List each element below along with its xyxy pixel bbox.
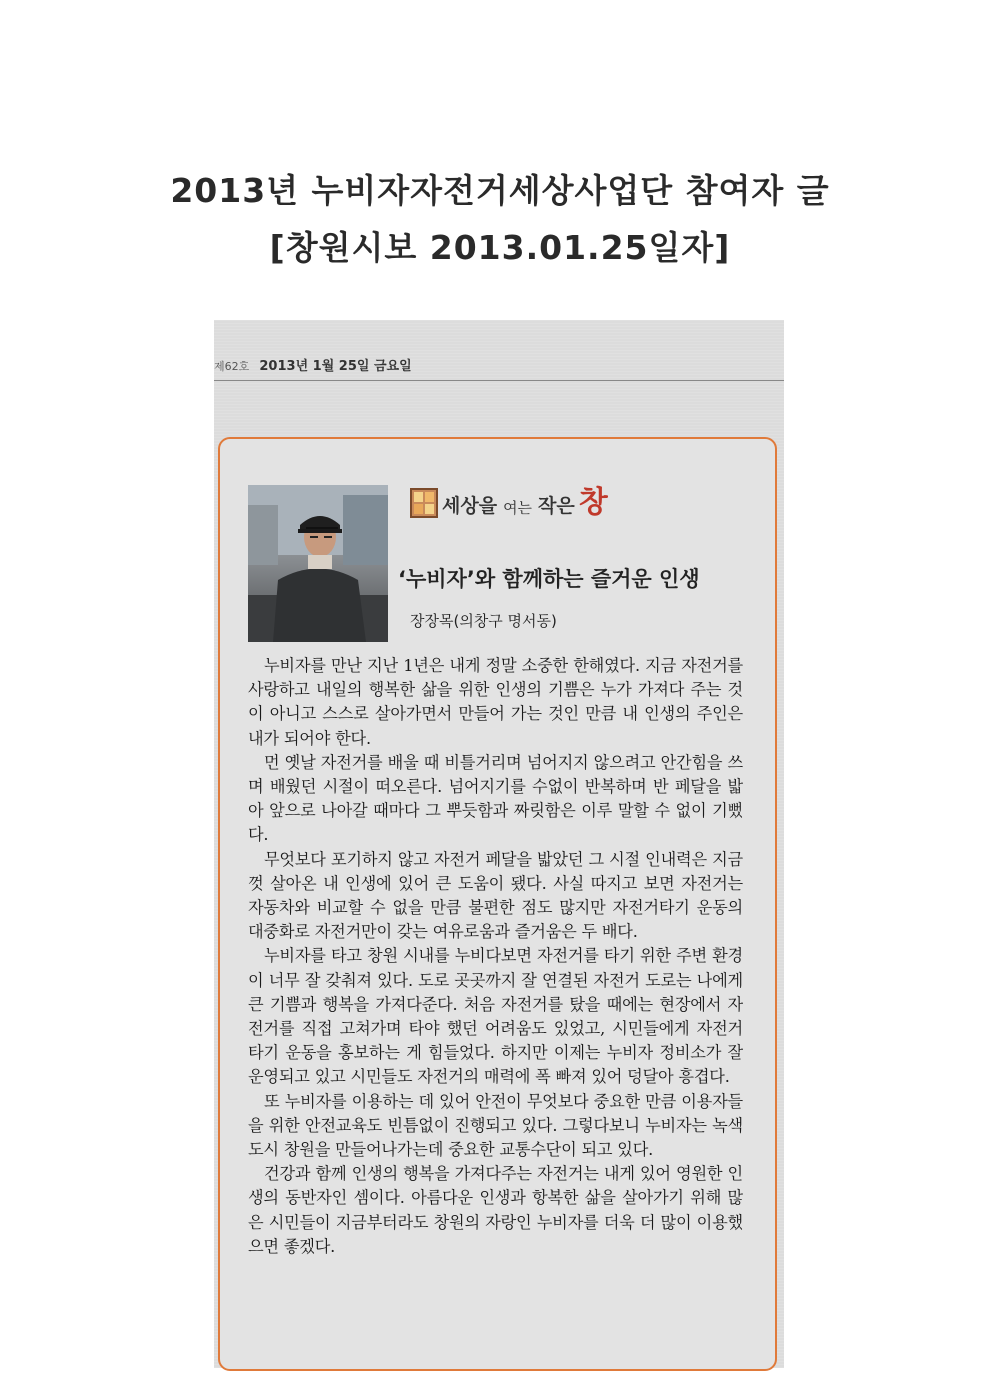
paragraph: 또 누비자를 이용하는 데 있어 안전이 무엇보다 중요한 만큼 이용자들을 위한 안전교육도 빈틈없이 진행되고 있다. 그렇다보니 누비자는 녹색도시 창원을 만들어나가는데 중요한 교통수단이 되고 있다. [248,1091,743,1160]
issue-number: 제62호 [214,360,250,373]
masthead-divider [214,380,784,381]
column-series-title [410,478,608,518]
series-word-4: 창 [578,485,608,520]
series-word-3: 작은 [538,495,575,517]
article-byline: 장장목(의창구 명서동) [410,612,557,630]
article-headline: ‘누비자’와 함께하는 즐거운 인생 [398,567,700,591]
page-title-line1: 2013년 누비자자전거세상사업단 참여자 글 [170,171,830,210]
paragraph: 누비자를 만난 지난 1년은 내게 정말 소중한 한해였다. 지금 자전거를 사랑하고 내일의 행복한 삶을 위한 인생의 기쁨은 누가 가져다 주는 것이 아니고 스스로 살아가면서 만들어 가는 것인 만큼 내 인생의 주인은 내가 되어야 한다. [248,656,743,748]
paragraph: 건강과 함께 인생의 행복을 가져다주는 자전거는 내게 있어 영원한 인생의 동반자인 셈이다. 아름다운 인생과 항복한 삶을 살아가기 위해 많은 시민들이 지금부터라도 창원의 자랑인 누비자를 더욱 더 많이 이용했으면 좋겠다. [248,1164,743,1256]
paragraph: 무엇보다 포기하지 않고 자전거 페달을 밟았던 그 시절 인내력은 지금껏 살아온 내 인생에 있어 큰 도움이 됐다. 사실 따지고 보면 자전거는 자동차와 비교할 수 없을 만큼 불편한 점도 많지만 자전거타기 운동의 대중화로 자전거만이 갖는 여유로움과 즐거움은 두 배다. [248,849,743,942]
article-body [248,654,743,1259]
paragraph: 먼 옛날 자전거를 배울 때 비틀거리며 넘어지지 않으려고 안간힘을 쓰며 배웠던 시절이 떠오른다. 넘어지기를 수없이 반복하며 반 페달을 밟아 앞으로 나아갈 때마다 그 뿌듯함과 짜릿함은 이루 말할 수 없이 기뻤다. [248,752,743,845]
series-word-1: 세상을 [442,495,498,517]
series-word-2: 여는 [503,499,533,517]
newspaper-masthead [214,355,412,374]
author-photo [248,485,388,642]
window-icon [410,488,438,518]
page-title-line2: [창원시보 2013.01.25일자] [269,228,731,267]
paragraph: 누비자를 타고 창원 시내를 누비다보면 자전거를 타기 위한 주변 환경이 너무 잘 갖춰져 있다. 도로 곳곳까지 잘 연결된 자전거 도로는 나에게 큰 기쁨과 행복을 가져다준다. 처음 자전거를 탔을 때에는 현장에서 자전거를 직접 고쳐가며 타야 했던 어려움도 있었고, 시민들에게 자전거 타기 운동을 홍보하는 게 힘들었다. 하지만 이제는 누비자 정비소가 잘 운영되고 있고 시민들도 자전거의 매력에 폭 빠져 있어 덩달아 흥겹다. [248,946,743,1087]
issue-date: 2013년 1월 25일 금요일 [259,359,412,374]
